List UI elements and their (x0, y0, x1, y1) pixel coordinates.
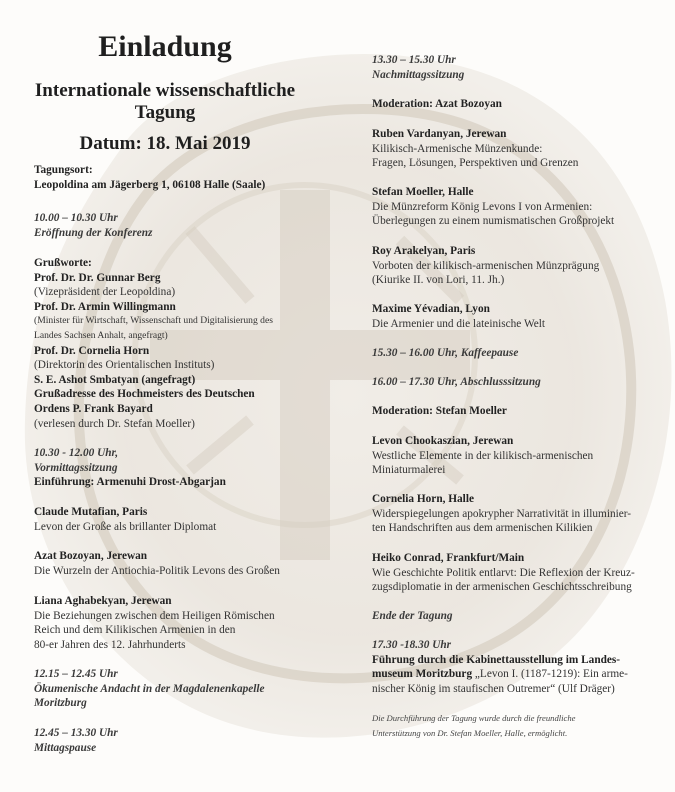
tour-title: Führung durch die Kabinettausstellung im Landes- (372, 653, 621, 666)
talk-title: Die Beziehungen zwischen dem Heiligen Römischen (34, 609, 275, 622)
talk-item (372, 244, 599, 288)
greeting-role: Landes Sachsen Anhalt, angefragt) (34, 329, 168, 341)
lunch-title: Mittagspause (34, 741, 97, 754)
talk-speaker: Cornelia Horn, Halle (372, 493, 474, 505)
opening-time: 10.00 – 10.30 Uhr (34, 212, 118, 224)
talk-title: Vorboten der kilikisch-armenischen Münzprägung (372, 259, 600, 272)
talk-title: Levon der Große als brillanter Diplomat (34, 520, 217, 533)
lunch-time: 12.45 – 13.30 Uhr (34, 727, 118, 739)
venue-label: Tagungsort: (34, 164, 93, 176)
talk-title: Die Armenier und die lateinische Welt (372, 317, 545, 330)
greeting-speaker: Prof. Dr. Cornelia Horn (34, 344, 150, 357)
end-of-conference: Ende der Tagung (372, 610, 453, 622)
talk-title: Wie Geschichte Politik entlarvt: Die Reflexion der Kreuz- (372, 566, 635, 579)
devotion-title: Moritzburg (34, 697, 87, 710)
greetings-block (34, 256, 273, 431)
talk-speaker: Azat Bozoyan, Jerewan (34, 550, 148, 562)
talk-speaker: Roy Arakelyan, Paris (372, 245, 476, 257)
talk-item (372, 434, 593, 478)
tour-museum-name: museum Moritzburg (372, 668, 473, 681)
morning-title: Vormittagssitzung (34, 461, 118, 474)
exhibition-tour-block (372, 638, 628, 696)
talk-item (34, 505, 216, 534)
afternoon-moderation: Moderation: Azat Bozoyan (372, 98, 502, 110)
final-session-title: 16.00 – 17.30 Uhr, Abschlusssitzung (372, 376, 541, 388)
talk-speaker: Heiko Conrad, Frankfurt/Main (372, 552, 525, 564)
talk-title: Widerspiegelungen apokrypher Narrativität in illuminier- (372, 507, 632, 520)
talk-speaker: Stefan Moeller, Halle (372, 186, 474, 198)
invitation-title: Einladung (98, 30, 232, 63)
talk-title: zugsdiplomatie in der armenischen Geschichtsschreibung (372, 581, 632, 594)
talk-speaker: Liana Aghabekyan, Jerewan (34, 595, 172, 607)
talk-title: 80-er Jahren des 12. Jahrhunderts (34, 638, 186, 651)
greeting-speaker: Prof. Dr. Armin Willingmann (34, 300, 176, 313)
talk-title: (Kiurike II. von Lori, 11. Jh.) (372, 274, 505, 287)
talk-title: ten Handschriften aus dem armenischen Kilikien (372, 522, 593, 535)
talk-title: Die Wurzeln der Antiochia-Politik Levons des Großen (34, 564, 280, 577)
acknowledgement-line: Die Durchführung der Tagung wurde durch die freundliche (372, 713, 576, 723)
greeting-speaker: Ordens P. Frank Bayard (34, 402, 153, 415)
talk-speaker: Claude Mutafian, Paris (34, 506, 148, 518)
final-moderation: Moderation: Stefan Moeller (372, 405, 507, 417)
conference-subtitle (34, 80, 296, 124)
acknowledgement-note (372, 711, 575, 740)
subtitle-line-1: Internationale wissenschaftliche (34, 80, 296, 101)
subtitle-line-2: Tagung (134, 102, 196, 123)
tour-time: 17.30 -18.30 Uhr (372, 639, 452, 651)
greeting-speaker: Grußadresse des Hochmeisters des Deutschen (34, 388, 255, 401)
talk-item (372, 127, 578, 171)
talk-title: Miniaturmalerei (372, 464, 446, 477)
morning-intro: Einführung: Armenuhi Drost-Abgarjan (34, 476, 226, 489)
devotion-time: 12.15 – 12.45 Uhr (34, 668, 118, 680)
talk-speaker: Ruben Vardanyan, Jerewan (372, 128, 507, 140)
talk-item (372, 551, 635, 595)
acknowledgement-line: Unterstützung von Dr. Stefan Moeller, Halle, ermöglicht. (372, 727, 568, 738)
afternoon-session-block (372, 53, 464, 82)
talk-item (372, 185, 614, 229)
venue-block (34, 163, 265, 192)
talk-title: Die Münzreform König Levons I von Armenien: (372, 200, 593, 213)
talk-title: Kilikisch-Armenische Münzenkunde: (372, 142, 543, 155)
greeting-role: (Vizepräsident der Leopoldina) (34, 286, 176, 299)
greeting-role: (verlesen durch Dr. Stefan Moeller) (34, 417, 195, 430)
talk-speaker: Maxime Yévadian, Lyon (372, 303, 490, 315)
venue-address: Leopoldina am Jägerberg 1, 06108 Halle (Saale) (34, 178, 266, 191)
opening-title: Eröffnung der Konferenz (34, 226, 153, 239)
talk-title: Überlegungen zu einem numismatischen Großprojekt (372, 215, 615, 228)
greeting-role: (Minister für Wirtschaft, Wissenschaft und Digitalisierung des (34, 315, 273, 327)
greeting-speaker: Prof. Dr. Dr. Gunnar Berg (34, 271, 161, 284)
talk-item (372, 492, 631, 536)
tour-exhibition-title: „Levon I. (1187-1219): Ein arme- (472, 668, 628, 681)
morning-time: 10.30 - 12.00 Uhr, (34, 447, 119, 459)
talk-item (34, 594, 275, 652)
talk-title: Fragen, Lösungen, Perspektiven und Grenzen (372, 157, 579, 170)
coffee-break: 15.30 – 16.00 Uhr, Kaffeepause (372, 347, 519, 359)
tour-description (372, 667, 628, 682)
conference-date: Datum: 18. Mai 2019 (79, 133, 251, 154)
devotion-block (34, 667, 265, 711)
afternoon-time: 13.30 – 15.30 Uhr (372, 54, 456, 66)
talk-speaker: Levon Chookaszian, Jerewan (372, 435, 514, 447)
greetings-heading: Grußworte: (34, 257, 92, 269)
talk-title: Westliche Elemente in der kilikisch-armenischen (372, 449, 594, 462)
greeting-role: (Direktorin des Orientalischen Instituts) (34, 359, 215, 372)
greeting-speaker: S. E. Ashot Smbatyan (angefragt) (34, 373, 196, 386)
tour-exhibition-title: nischer König im staufischen Outremer“ (Ulf Dräger) (372, 682, 615, 695)
morning-session-block (34, 446, 226, 490)
lunch-block (34, 726, 118, 755)
talk-title: Reich und dem Kilikischen Armenien in den (34, 624, 236, 637)
afternoon-title: Nachmittagssitzung (372, 68, 465, 81)
opening-block (34, 211, 152, 240)
devotion-title: Ökumenische Andacht in der Magdalenenkapelle (34, 682, 265, 695)
talk-item (372, 302, 545, 331)
talk-item (34, 549, 280, 578)
